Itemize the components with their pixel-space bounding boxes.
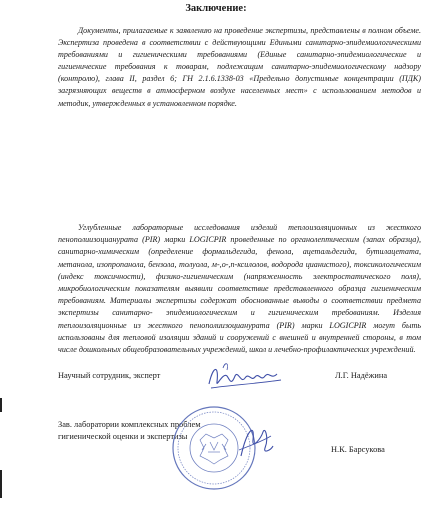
signer-1-name: Л.Г. Надёжина [335, 371, 388, 380]
signer-2-position: Зав. лаборатории комплексных проблем гигиенической оценки и экспертизы [58, 420, 201, 441]
page-edge-mark-2 [0, 470, 2, 498]
signature-2-handwriting [235, 420, 275, 464]
document-title: Заключение: [185, 3, 247, 14]
conclusion-paragraph-1: Документы, прилагаемые к заявлению на проведение экспертизы, представлены в полном объеме. Экспертиза проведена в соответствии с действующими Едиными санитарно-эпидемиологическими требованиями и гигиеническими требованиями (Единые санитарно-эпидемиологические и гигиенические требования к товарам, подлежащим санитарно-эпидемиологическому надзору (контролю), глава II, раздел 6; ГН 2.1.6.1338-03 «Предельно допустимые концентрации (ПДК) загрязняющих веществ в атмосферном воздухе населенных мест» с использованием методов и методик, утвержденных в установленном порядке. [58, 26, 421, 108]
conclusion-paragraph-2: Углубленные лабораторные исследования изделий теплоизоляционных из жесткого пенополиизоцианурата (PIR) марки LOGICPIR проведенные по органолептическим (запах образца), санитарно-химическим (определение формальдегида, фенола, ацетальдегида, бутилацетата, метанола, изопропанола, бензола, толуола, м-,о-,п-ксилолов, водорода цианистого), токсикологическим (индекс токсичности), физико-гигиеническим (напряженность электростатического поля), микробиологическим показателям выявили соответствие представленного образца гигиеническим требованиям. Материалы экспертизы содержат обоснованные выводы о соответствии предмета экспертизы санитарно- эпидемиологическим и гигиеническим требованиям. Изделия теплоизоляционные из жесткого пенополиизоцианурата (PIR) марки LOGICPIR могут быть использованы для тепловой изоляции зданий и сооружений с внешней и внутренней стороны, в том числе дошкольных общеобразовательных учреждений, школ и лечебно-профилактических учреждений. [58, 223, 421, 355]
page-edge-mark-1 [0, 398, 2, 412]
signer-1-position: Научный сотрудник, эксперт [58, 371, 161, 380]
signer-2-name: Н.К. Барсукова [331, 445, 385, 454]
signature-1-handwriting [205, 358, 285, 394]
